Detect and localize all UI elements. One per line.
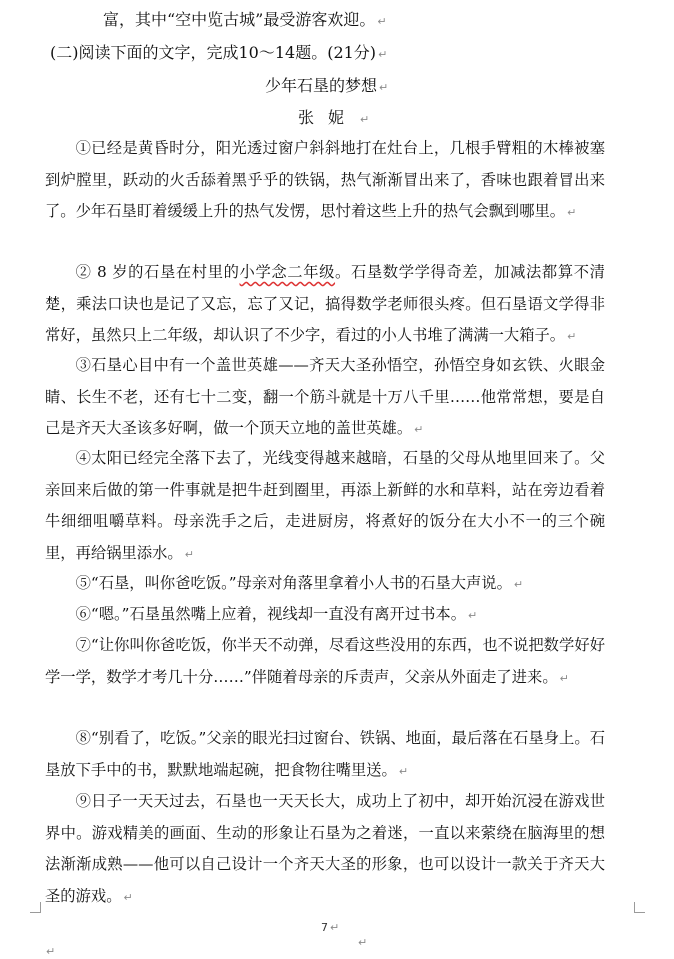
paragraph-4 [45,443,605,570]
paragraph-2-text-b: 。石垦数学学得奇差，加减法都算不清楚，乘法口诀也是记了又忘，忘了又记，搞得数学老师很头疼。但石垦语文学得非常好，虽然只上二年级，却认识了不少字，看过的小人书堆了满满一大箱子。 [45,263,605,344]
footer-paragraph-mark [356,936,367,949]
author-text: 张妮 [298,108,359,127]
article-title-text: 少年石垦的梦想 [265,76,378,95]
article-author [298,108,369,130]
paragraph-6-text: ⑥“嗯。”石垦虽然嘴上应着，视线却一直没有离开过书本。 [75,605,467,623]
paragraph-mark-icon: ↵ [559,671,569,685]
page-number-text: 7 [321,921,328,934]
paragraph-9 [45,786,605,913]
paragraph-3 [45,350,605,446]
paragraph-5 [45,568,605,601]
paragraph-mark-icon: ↵ [123,890,133,904]
paragraph-mark-icon: ↵ [358,936,368,949]
paragraph-mark-icon: ↵ [468,609,478,622]
margin-corner-mark [634,902,645,913]
section-heading [50,43,387,65]
margin-corner-mark [30,902,41,913]
paragraph-3-text: ③石垦心目中有一个盖世英雄——齐天大圣孙悟空，孙悟空身如玄铁、火眼金睛、长生不老，还有七十二变，翻一个筋斗就是十万八千里……他常常想，要是自己是齐天大圣该多好啊，做一个顶天立地的盖世英雄。 [45,356,605,437]
footer-paragraph-mark-left [44,945,55,958]
paragraph-mark-icon: ↵ [360,113,370,126]
paragraph-4-text: ④太阳已经完全落下去了，光线变得越来越暗，石垦的父母从地里回来了。父亲回来后做的第一件事就是把牛赶到圈里，再添上新鲜的水和草料，站在旁边看着牛细细咀嚼草料。母亲洗手之后，走进厨房，将煮好的饭分在大小不一的三个碗里，再给锅里添水。 [45,449,605,562]
paragraph-mark-icon: ↵ [513,578,524,591]
paragraph-7-text: ⑦“让你叫你爸吃饭，你半天不动弹，尽看这些没用的东西，也不说把数学好好学一学，数学才考几十分……”伴随着母亲的斥责声，父亲从外面走了进来。 [45,636,605,686]
paragraph-9-text: ⑨日子一天天过去，石垦也一天天长大，成功上了初中，却开始沉浸在游戏世界中。游戏精美的画面、生动的形象让石垦为之着迷，一直以来萦绕在脑海里的想法渐渐成熟——他可以自己设计一个齐天大圣的形象，也可以设计一款关于齐天大圣的游戏。 [45,792,605,905]
spellcheck-underlined-text: 小学念二年级 [239,263,336,281]
page-number [321,921,339,934]
section-heading-text: (二)阅读下面的文字，完成10～14题。(21分) [50,43,377,62]
paragraph-5-text: ⑤“石垦，叫你爸吃饭。”母亲对角落里拿着小人书的石垦大声说。 [75,574,512,592]
paragraph-2-text-a: ② 8 岁的石垦在村里的 [75,263,240,281]
paragraph-2 [45,257,605,353]
paragraph-mark-icon: ↵ [330,921,340,934]
paragraph-1 [45,133,605,229]
header-line [103,10,387,32]
paragraph-mark-icon: ↵ [414,423,424,436]
paragraph-mark-icon: ↵ [377,15,387,28]
paragraph-mark-icon: ↵ [567,206,577,219]
paragraph-mark-icon: ↵ [398,764,409,778]
paragraph-8-text: ⑧“别看了，吃饭。”父亲的眼光扫过窗台、铁锅、地面，最后落在石垦身上。石垦放下手中的书，默默地端起碗，把食物往嘴里送。 [45,729,605,779]
paragraph-mark-icon: ↵ [567,330,577,343]
paragraph-mark-icon: ↵ [379,81,389,94]
paragraph-mark-icon: ↵ [184,547,194,561]
article-title [265,76,388,98]
paragraph-6 [45,599,605,632]
paragraph-7 [45,630,605,694]
paragraph-1-text: ①已经是黄昏时分，阳光透过窗户斜斜地打在灶台上，几根手臂粗的木棒被塞到炉膛里，跃动的火舌舔着黑乎乎的铁锅，热气渐渐冒出来了，香味也跟着冒出来了。少年石垦盯着缓缓上升的热气发愣，思忖着这些上升的热气会飘到哪里。 [45,139,605,220]
header-line-text: 富，其中“空中览古城”最受游客欢迎。 [103,10,376,29]
paragraph-mark-icon: ↵ [46,945,56,958]
paragraph-mark-icon: ↵ [378,48,388,61]
paragraph-8 [45,723,605,787]
